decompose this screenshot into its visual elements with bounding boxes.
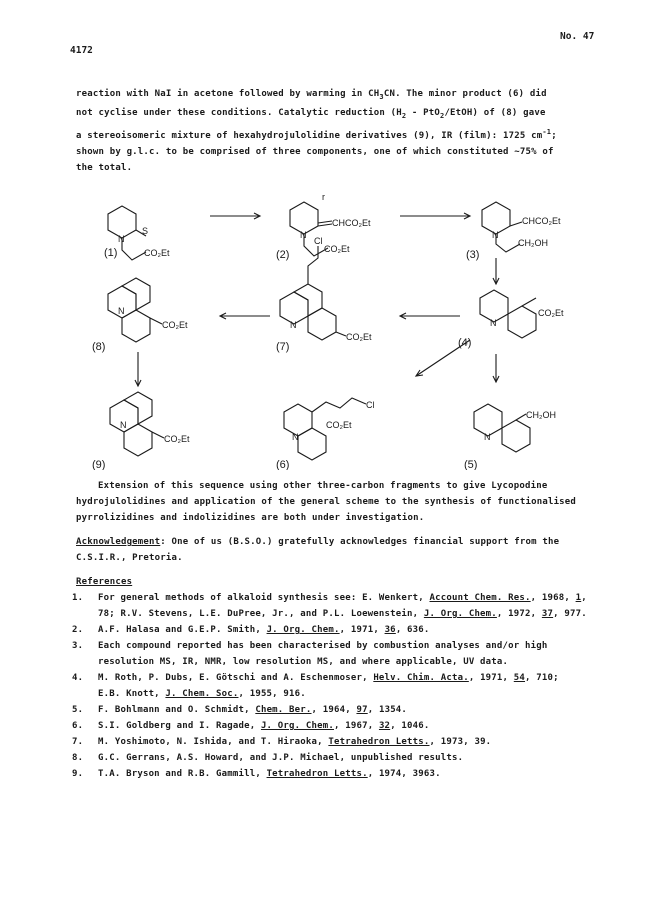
n-atom-4: N <box>490 318 497 328</box>
ack-text: : One of us (B.S.O.) gratefully acknowledges financial support from the <box>160 537 560 547</box>
closing-line-2: hydrojulolidines and application of the general scheme to the synthesis of functionalised <box>76 497 577 507</box>
journal-name: J. Org. Chem. <box>266 625 340 635</box>
reference-line <box>72 766 636 782</box>
ack-heading: Acknowledgement <box>76 537 161 547</box>
reference-number: 7. <box>72 737 84 747</box>
ch2oh-3: CH₂OH <box>518 238 548 248</box>
reference-line <box>72 734 636 750</box>
page-number: 4172 <box>70 45 93 56</box>
n-atom-9: N <box>120 420 127 430</box>
intro-line-5: the total. <box>76 162 133 173</box>
volume-number: 32 <box>378 721 391 731</box>
volume-number: 37 <box>541 609 554 619</box>
reaction-scheme <box>70 186 610 470</box>
acknowledgement <box>76 534 559 566</box>
label-2: (2) <box>276 249 290 261</box>
closing-line-1: Extension of this sequence using other three-carbon fragments to give Lycopodine <box>98 481 548 491</box>
journal-name: Tetrahedron Letts. <box>266 769 368 779</box>
cl-7: Cl <box>314 236 323 246</box>
label-3: (3) <box>466 249 480 261</box>
n-atom-6: N <box>292 432 299 442</box>
chco2et-3: CHCO₂Et <box>522 216 561 226</box>
label-1: (1) <box>104 247 118 259</box>
volume-number: 1 <box>575 593 582 603</box>
reference-text: M. Yoshimoto, N. Ishida, and T. Hiraoka, Tetrahedron Letts., 1973, 39. <box>98 737 492 747</box>
reference-text: 78; R.V. Stevens, L.E. DuPree, Jr., and P.L. Loewenstein, J. Org. Chem., 1972, 37, 977. <box>98 609 587 619</box>
co2et-8: CO₂Et <box>162 320 188 330</box>
closing-paragraph <box>76 478 576 526</box>
label-9: (9) <box>92 459 106 470</box>
reference-line <box>72 638 636 654</box>
intro-line-2: not cyclise under these conditions. Catalytic reduction ($H_2$ - PtO$_2$/EtOH) of (8) gave <box>76 107 546 120</box>
reference-text: For general methods of alkaloid synthesis see: E. Wenkert, Account Chem. Res., 1968, 1, <box>98 593 587 603</box>
reference-number: 9. <box>72 769 84 779</box>
label-5: (5) <box>464 459 478 470</box>
compound-4-structure <box>480 290 536 338</box>
cl-6: Cl <box>366 400 375 410</box>
n-atom-1: N <box>118 234 125 244</box>
intro-line-3: a stereoisomeric mixture of hexahydrojulolidine derivatives (9), IR (film): 1725 $cm^{-1}$; <box>76 127 557 141</box>
ch2oh-5: CH₂OH <box>526 410 556 420</box>
reference-number: 1. <box>72 593 84 603</box>
n-atom-5: N <box>484 432 491 442</box>
n-atom-3: N <box>492 230 499 240</box>
label-4: (4) <box>458 337 472 349</box>
reference-number: 8. <box>72 753 84 763</box>
reference-number: 3. <box>72 641 84 651</box>
co2et-1: CO₂Et <box>144 248 170 258</box>
closing-line-3: pyrrolizidines and indolizidines are both under investigation. <box>76 513 425 523</box>
reference-text: G.C. Gerrans, A.S. Howard, and J.P. Michael, unpublished results. <box>98 753 464 763</box>
reference-text: S.I. Goldberg and I. Ragade, J. Org. Chem., 1967, 32, 1046. <box>98 721 430 731</box>
s-atom: S <box>142 226 149 236</box>
volume-number: 54 <box>513 673 526 683</box>
co2et-9: CO₂Et <box>164 434 190 444</box>
reference-text: resolution MS, IR, NMR, low resolution MS, and where applicable, UV data. <box>98 657 509 667</box>
compound-8-structure <box>108 278 162 342</box>
n-atom-7: N <box>290 320 297 330</box>
reference-text: A.F. Halasa and G.E.P. Smith, J. Org. Chem., 1971, 36, 636. <box>98 625 430 635</box>
n-atom-2: N <box>300 230 307 240</box>
compound-6-structure <box>284 398 366 460</box>
reference-line <box>72 622 636 638</box>
r-marker: r <box>322 192 325 202</box>
reference-line <box>72 750 636 766</box>
reaction-scheme-drawing <box>70 186 610 470</box>
label-8: (8) <box>92 341 106 353</box>
intro-line-1: reaction with NaI in acetone followed by warming in $CH_3CN$. The minor product (6) did <box>76 89 547 101</box>
label-6: (6) <box>276 459 290 470</box>
journal-name: J. Org. Chem. <box>260 721 334 731</box>
reference-text: E.B. Knott, J. Chem. Soc., 1955, 916. <box>98 689 306 699</box>
volume-number: 36 <box>384 625 396 635</box>
compound-5-structure <box>474 404 530 452</box>
co2et-4: CO₂Et <box>538 308 564 318</box>
journal-name: Helv. Chim. Acta. <box>373 673 469 683</box>
reference-text: Each compound reported has been characterised by combustion analyses and/or high <box>98 641 548 651</box>
co2et-7: CO₂Et <box>346 332 372 342</box>
reference-line <box>72 718 636 734</box>
reference-line <box>76 686 636 702</box>
reference-text: T.A. Bryson and R.B. Gammill, Tetrahedron Letts., 1974, 3963. <box>98 769 441 779</box>
chco2et-2: CHCO₂Et <box>332 218 371 228</box>
journal-name: J. Chem. Soc. <box>165 689 239 699</box>
reference-line <box>76 606 636 622</box>
reference-line <box>76 654 636 670</box>
compound-9-structure <box>110 392 164 456</box>
reference-number: 4. <box>72 673 84 683</box>
n-atom-8: N <box>118 306 125 316</box>
co2et-6: CO₂Et <box>326 420 352 430</box>
arrow-4-6-head <box>416 370 423 376</box>
journal-name: Account Chem. Res. <box>429 593 531 603</box>
reference-line <box>72 702 636 718</box>
reference-number: 6. <box>72 721 84 731</box>
reference-number: 2. <box>72 625 84 635</box>
intro-line-4: shown by g.l.c. to be comprised of three components, one of which constituted ~75% of <box>76 146 554 157</box>
compound-3-structure <box>482 202 522 252</box>
co2et-2: CO₂Et <box>324 244 350 254</box>
intro-paragraph <box>76 86 557 176</box>
reference-text: M. Roth, P. Dubs, E. Götschi and A. Eschenmoser, Helv. Chim. Acta., 1971, 54, 710; <box>98 673 559 683</box>
issue-number: No. 47 <box>560 31 595 42</box>
reference-line <box>72 670 636 686</box>
journal-name: Tetrahedron Letts. <box>328 737 430 747</box>
ack-text-2: C.S.I.R., Pretoria. <box>76 553 183 563</box>
references-list <box>72 590 636 782</box>
reference-line <box>72 590 636 606</box>
volume-number: 97 <box>356 705 368 715</box>
reference-text: F. Bohlmann and O. Schmidt, Chem. Ber., 1964, 97, 1354. <box>98 705 408 715</box>
journal-name: Chem. Ber. <box>255 705 312 715</box>
label-7: (7) <box>276 341 290 353</box>
references-heading: References <box>76 577 133 587</box>
journal-name: J. Org. Chem. <box>423 609 497 619</box>
reference-number: 5. <box>72 705 84 715</box>
